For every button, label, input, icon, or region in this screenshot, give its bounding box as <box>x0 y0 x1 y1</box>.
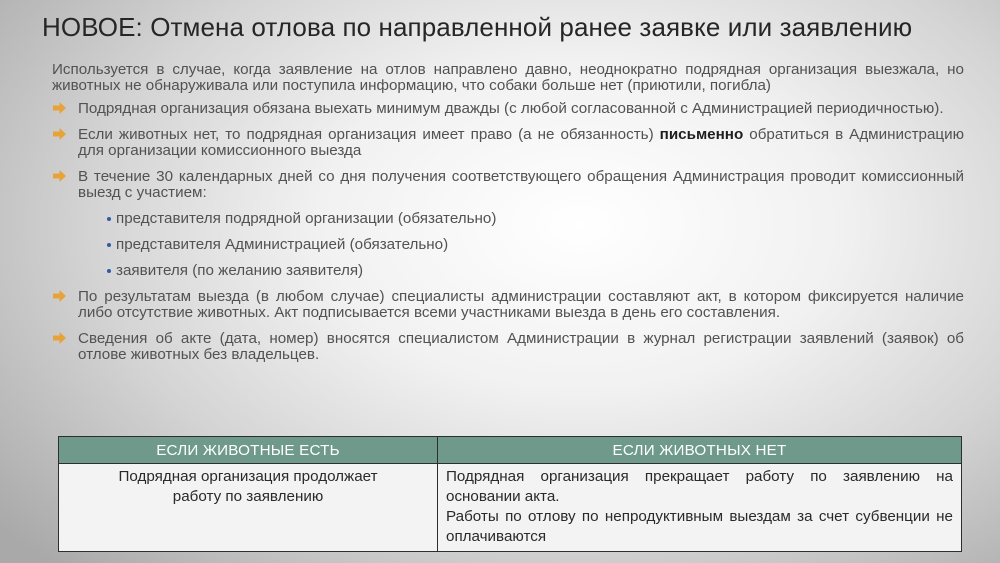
participant-item <box>52 211 964 227</box>
participants-list <box>52 211 964 279</box>
participant-text: представителя Администрацией (обязательно) <box>116 236 449 253</box>
dot-bullet-icon <box>107 217 111 221</box>
header-animals-absent: ЕСЛИ ЖИВОТНЫХ НЕТ <box>438 437 962 464</box>
bullet-text: Сведения об акте (дата, номер) вносятся специалистом Администрации в журнал регистрации заявлений (заявок) об отлове животных без владельцев. <box>78 330 964 363</box>
comparison-table <box>58 436 962 552</box>
cell-animals-present <box>59 464 438 552</box>
bullet-item <box>52 289 964 321</box>
bullet-text: Подрядная организация обязана выехать минимум дважды (с любой согласованной с Администрацией периодичностью). <box>78 100 944 117</box>
bullet-text: По результатам выезда (в любом случае) специалисты администрации составляют акт, в котором фиксируется наличие либо отсутствие животных. Акт подписывается всеми участниками выезда в день его составления. <box>78 288 964 321</box>
slide-title: НОВОЕ: Отмена отлова по направленной ранее заявке или заявлению <box>42 12 913 42</box>
cell-text: Подрядная организация продолжает <box>118 468 378 485</box>
bullet-text: обратиться в Администрацию для организации комиссионного выезда <box>78 126 964 159</box>
cell-animals-absent <box>438 464 962 552</box>
bullet-item <box>52 169 964 201</box>
participant-text: заявителя (по желанию заявителя) <box>116 262 364 279</box>
dot-bullet-icon <box>107 269 111 273</box>
arrow-bullet-icon <box>53 332 66 344</box>
table-header-row <box>59 437 962 464</box>
arrow-bullet-icon <box>53 290 66 302</box>
cell-text: Подрядная организация прекращает работу по заявлению на основании акта. <box>446 468 953 505</box>
bullet-text: В течение 30 календарных дней со дня получения соответствующего обращения Администрация проводит комиссионный выезд с участием: <box>78 168 964 201</box>
slide-content <box>52 62 964 373</box>
bullet-item <box>52 101 964 117</box>
header-animals-present: ЕСЛИ ЖИВОТНЫЕ ЕСТЬ <box>59 437 438 464</box>
arrow-bullet-icon <box>53 170 66 182</box>
cell-text: Работы по отлову по непродуктивным выездам за счет субвенции не оплачиваются <box>446 508 953 545</box>
bullet-bold-text: письменно <box>659 126 744 143</box>
dot-bullet-icon <box>107 243 111 247</box>
table-row <box>59 464 962 552</box>
intro-paragraph: Используется в случае, когда заявление на отлов направлено давно, неоднократно подрядная организация выезжала, но животных не обнаруживала или поступила информацию, что собаки больше нет (приютили, погибла) <box>52 61 964 94</box>
bullet-item <box>52 127 964 159</box>
bullet-item <box>52 331 964 363</box>
participant-item <box>52 237 964 253</box>
participant-item <box>52 263 964 279</box>
bullet-text: Если животных нет, то подрядная организация имеет право (а не обязанность) <box>78 126 660 143</box>
arrow-bullet-icon <box>53 102 66 114</box>
participant-text: представителя подрядной организации (обязательно) <box>116 210 497 227</box>
cell-text: работу по заявлению <box>172 488 324 505</box>
arrow-bullet-icon <box>53 128 66 140</box>
